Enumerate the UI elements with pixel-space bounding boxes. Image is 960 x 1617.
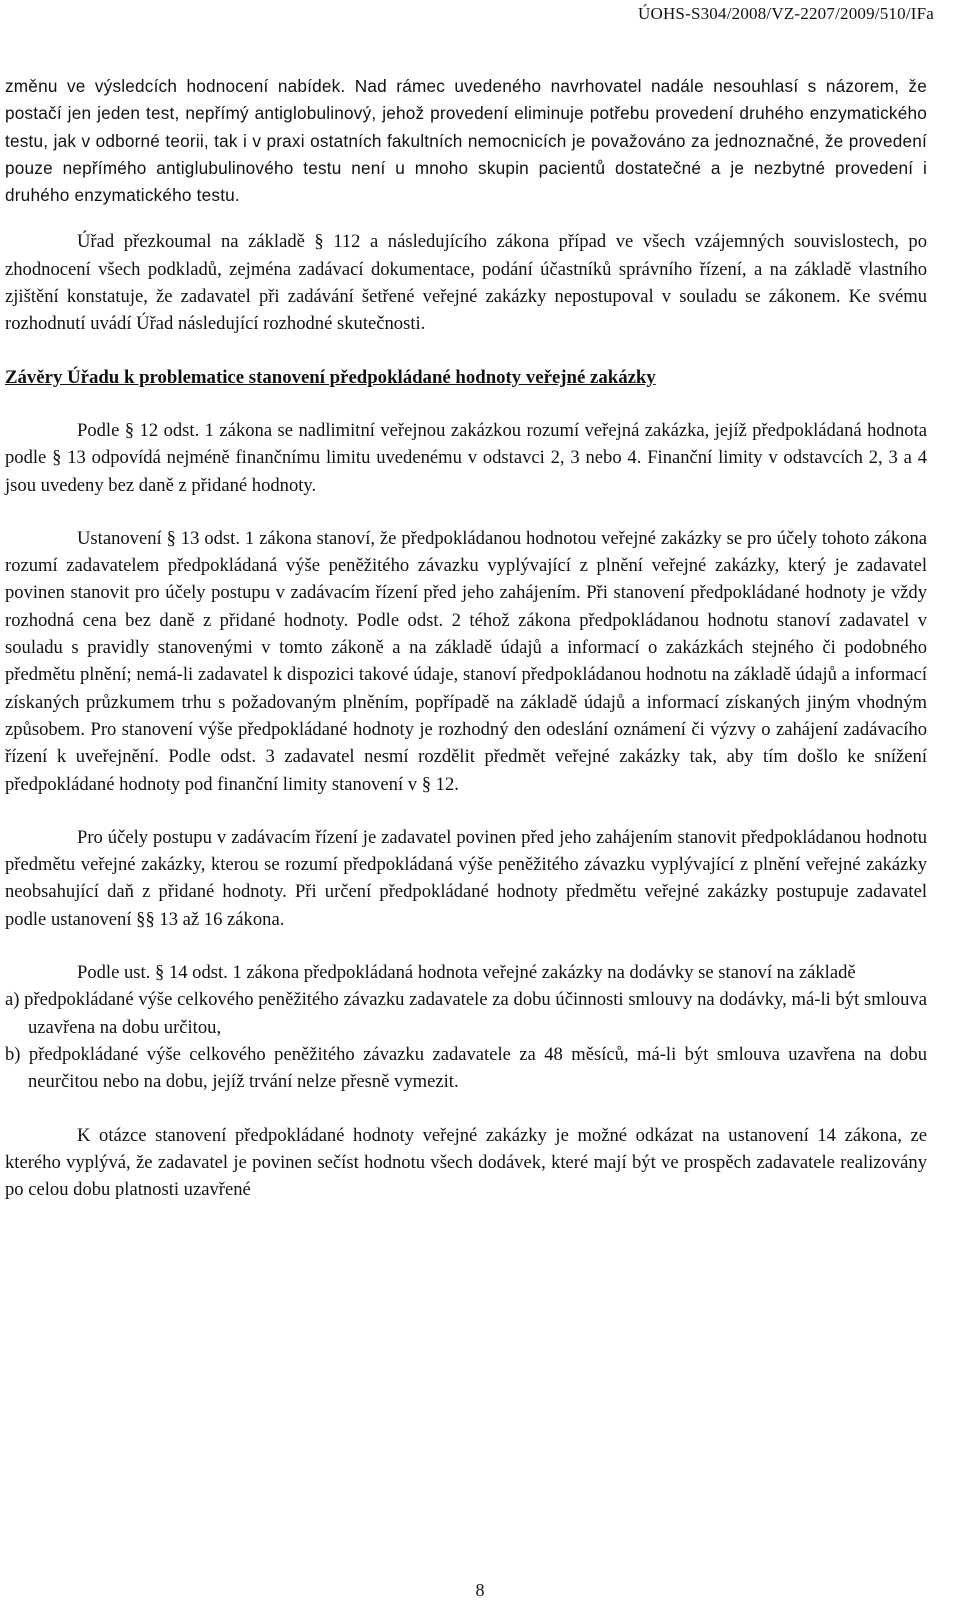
paragraph-question: K otázce stanovení předpokládané hodnoty veřejné zakázky je možné odkázat na ustanovení 14 zákona, ze kterého vyplývá, že zadavatel je povinen sečíst hodnotu všech dodávek, které mají být ve prospěch zadavatele realizovány po celou dobu platnosti uzavřené [5, 1124, 927, 1201]
list-item-a: a) předpokládané výše celkového peněžitého závazku zadavatele za dobu účinnosti smlouvy na dodávky, má-li být smlouva uzavřena na dobu určitou, [5, 989, 927, 1038]
document-reference: ÚOHS-S304/2008/VZ-2207/2009/510/IFa [638, 4, 934, 23]
section-heading: Závěry Úřadu k problematice stanovení předpokládané hodnoty veřejné zakázky [5, 366, 656, 388]
page-number: 8 [475, 1580, 485, 1600]
paragraph-section-14: Podle ust. § 14 odst. 1 zákona předpokládaná hodnota veřejné zakázky na dodávky se stanoví na základě [77, 962, 856, 984]
paragraph-navrhovatel-objections: změnu ve výsledcích hodnocení nabídek. Nad rámec uvedeného navrhovatel nadále nesouhlasí s názorem, že postačí jen jeden test, nepřímý antiglobulinový, jehož provedení eliminuje potřebu provedení druhého enzymatického testu, jak v odborné teorii, tak i v praxi ostatních fakultních nemocnicích je považováno za jednoznačné, že provedení pouze nepřímého antiglubulinového testu není u mnoho skupin pacientů dostatečné a je nezbytné provedení i druhého enzymatického testu. [5, 76, 927, 206]
list-item-b: b) předpokládané výše celkového peněžitého závazku zadavatele za 48 měsíců, má-li být smlouva uzavřena na dobu neurčitou nebo na dobu, jejíž trvání nelze přesně vymezit. [5, 1043, 927, 1093]
paragraph-procedure: Pro účely postupu v zadávacím řízení je zadavatel povinen před jeho zahájením stanovit předpokládanou hodnotu předmětu veřejné zakázky, kterou se rozumí předpokládaná výše peněžitého závazku vyplývající z plnění veřejné zakázky neobsahující daň z přidané hodnoty. Při určení předpokládané hodnoty předmětu veřejné zakázky postupuje zadavatel podle ustanovení §§ 13 až 16 zákona. [5, 826, 927, 930]
paragraph-section-12: Podle § 12 odst. 1 zákona se nadlimitní veřejnou zakázkou rozumí veřejná zakázka, jejíž předpokládaná hodnota podle § 13 odpovídá nejméně finančnímu limitu uvedenému v odstavci 2, 3 nebo 4. Finanční limity v odstavcích 2, 3 a 4 jsou uvedeny bez daně z přidané hodnoty. [5, 419, 927, 496]
paragraph-urad-review: Úřad přezkoumal na základě § 112 a následujícího zákona případ ve všech vzájemných souvislostech, po zhodnocení všech podkladů, zejména zadávací dokumentace, podání účastníků správního řízení, a na základě vlastního zjištění konstatuje, že zadavatel při zadávání šetřené veřejné zakázky nepostupoval v souladu se zákonem. Ke svému rozhodnutí uvádí Úřad následující rozhodné skutečnosti. [5, 231, 927, 335]
paragraph-section-13: Ustanovení § 13 odst. 1 zákona stanoví, že předpokládanou hodnotou veřejné zakázky se pro účely tohoto zákona rozumí zadavatelem předpokládaná výše peněžitého závazku vyplývající z plnění veřejné zakázky, který je zadavatel povinen stanovit pro účely postupu v zadávacím řízení před jeho zahájením. Při stanovení předpokládané hodnoty je vždy rozhodná cena bez daně z přidané hodnoty. Podle odst. 2 téhož zákona předpokládanou hodnotu stanoví zadavatel v souladu s pravidly stanovenými v tomto zákoně a na základě údajů a informací o zakázkách stejného či podobného předmětu plnění; nemá-li zadavatel k dispozici takové údaje, stanoví předpokládanou hodnotu na základě údajů a informací získaných průzkumem trhu s požadovaným plněním, popřípadě na základě údajů a informací získaných jiným vhodným způsobem. Pro stanovení výše předpokládané hodnoty je rozhodný den odeslání oznámení či výzvy o zahájení zadávacího řízení k uveřejnění. Podle odst. 3 zadavatel nesmí rozdělit předmět veřejné zakázky tak, aby tím došlo ke snížení předpokládané hodnoty pod finanční limity stanovení v § 12. [5, 527, 927, 795]
document-body [5, 73, 927, 1203]
